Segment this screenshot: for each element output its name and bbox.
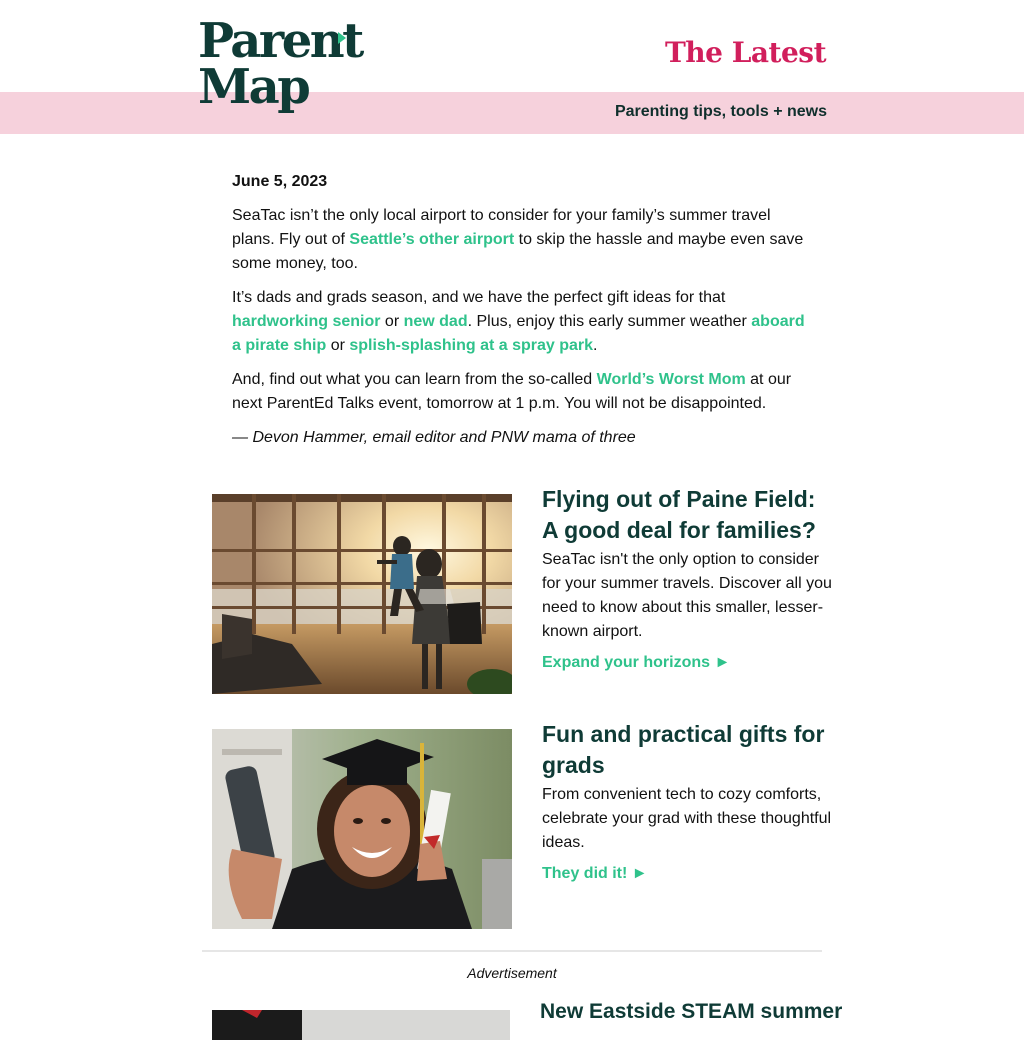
email-header xyxy=(0,0,1024,92)
text: . Plus, enjoy this early summer weather xyxy=(467,313,752,330)
they-did-it-link[interactable]: They did it! ► xyxy=(542,865,648,882)
link-seattle-other-airport[interactable]: Seattle’s other airport xyxy=(349,231,515,248)
airport-photo[interactable] xyxy=(212,494,512,694)
text: or xyxy=(326,337,350,354)
intro-paragraph-2 xyxy=(232,286,812,358)
section-divider xyxy=(202,950,822,952)
text: at our next ParentEd Talks event, tomorrow at 1 p.m. You will not be disappointed. xyxy=(232,371,792,412)
graduate-selfie-photo[interactable] xyxy=(212,729,512,929)
link-pirate-ship[interactable]: aboard a pirate ship xyxy=(232,313,805,354)
card-description: From convenient tech to cozy comforts, celebrate your grad with these thoughtful ideas. xyxy=(542,786,832,851)
issue-date: June 5, 2023 xyxy=(232,173,328,190)
link-new-dad[interactable]: new dad xyxy=(403,313,468,330)
card-description: SeaTac isn't the only option to consider for your summer travels. Discover all you need to know about this smaller, lesser-known airport. xyxy=(542,551,832,640)
link-worlds-worst-mom[interactable]: World’s Worst Mom xyxy=(596,371,746,388)
section-title: The Latest xyxy=(664,36,826,69)
text: or xyxy=(380,313,404,330)
ad-title[interactable]: New Eastside STEAM summer xyxy=(540,1000,843,1023)
text: SeaTac isn’t the only local airport to consider for your family’s summer travel plans. Fly out of xyxy=(232,207,771,248)
text: And, find out what you can learn from the so-called xyxy=(232,371,597,388)
tagline: Parenting tips, tools + news xyxy=(614,103,827,120)
card-title[interactable]: Fun and practical gifts for grads xyxy=(542,721,825,778)
intro-paragraph-3 xyxy=(232,368,812,416)
logo-word-parent: Parent xyxy=(198,13,362,69)
advertisement-label: Advertisement xyxy=(467,965,557,981)
card-title[interactable]: Flying out of Paine Field: A good deal for families? xyxy=(542,486,816,543)
text: It’s dads and grads season, and we have the perfect gift ideas for that xyxy=(232,289,726,306)
intro-paragraph-1 xyxy=(232,204,812,276)
card-body xyxy=(542,484,832,672)
link-spray-park[interactable]: splish-splashing at a spray park xyxy=(349,337,594,354)
intro-section xyxy=(232,170,812,460)
link-hardworking-senior[interactable]: hardworking senior xyxy=(232,313,381,330)
text: . xyxy=(593,337,598,354)
expand-horizons-link[interactable]: Expand your horizons ► xyxy=(542,654,731,671)
logo-play-icon xyxy=(338,32,346,44)
ad-image[interactable] xyxy=(212,1010,510,1040)
text: to skip the hassle and maybe even save some money, too. xyxy=(232,231,804,272)
logo-word-map: Map xyxy=(198,59,309,115)
card-body xyxy=(542,719,832,883)
parentmap-logo[interactable] xyxy=(198,13,362,122)
editor-signature: — Devon Hammer, email editor and PNW mama of three xyxy=(232,429,636,446)
tagline-band xyxy=(0,92,1024,134)
